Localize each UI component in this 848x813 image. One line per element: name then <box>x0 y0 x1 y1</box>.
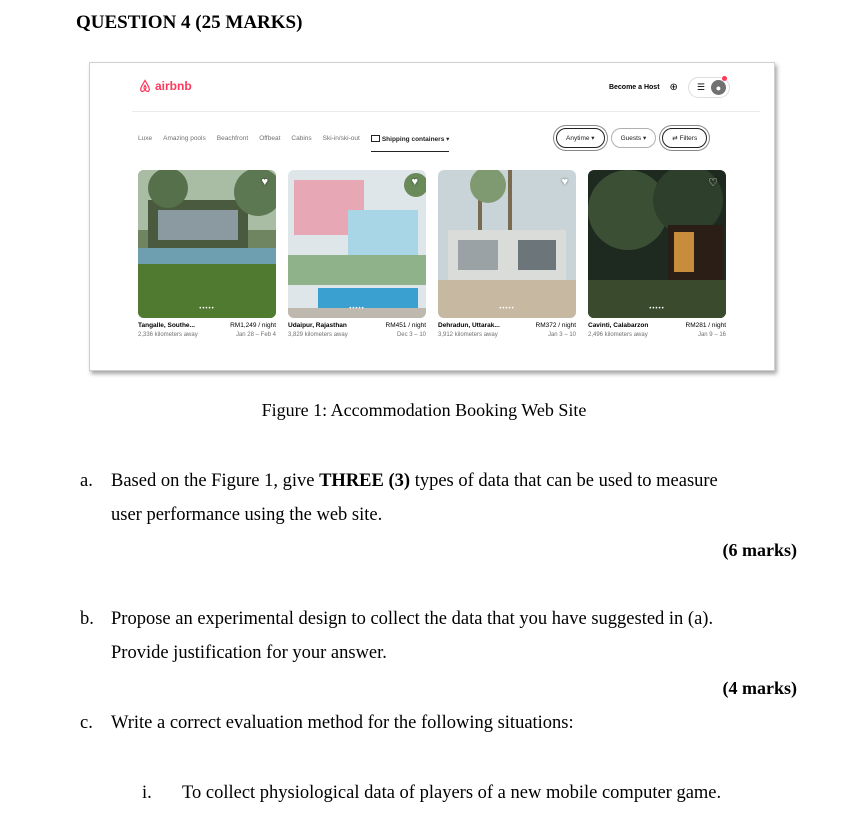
listing-dates: Jan 28 – Feb 4 <box>235 332 276 338</box>
listing-distance: 2,496 kilometers away <box>588 332 648 338</box>
question-c-text: Write a correct evaluation method for the following situations: <box>111 713 574 733</box>
carousel-dots[interactable]: ••••• <box>499 306 515 312</box>
question-c-i-text: To collect physiological data of players of a new mobile computer game. <box>182 783 722 803</box>
listing-location: Dehradun, Uttarak... <box>438 322 500 329</box>
become-host-link[interactable]: Become a Host <box>608 84 660 91</box>
listing-dates: Jan 3 – 10 <box>547 332 576 338</box>
listing-grid <box>138 170 726 338</box>
question-b-line1: Propose an experimental design to collect the data that you have suggested in (a). <box>111 609 714 629</box>
category-bar <box>138 135 449 152</box>
question-b-line2: Provide justification for your answer. <box>111 643 387 663</box>
carousel-dots[interactable]: ••••• <box>649 306 665 312</box>
listing-photo[interactable] <box>138 170 276 318</box>
figure-caption: Figure 1: Accommodation Booking Web Site <box>261 400 587 420</box>
airbnb-logo[interactable] <box>138 79 192 93</box>
listing-card[interactable] <box>588 170 726 338</box>
favorite-heart-icon[interactable]: ♥ <box>561 176 568 188</box>
listing-location: Tangalle, Southe... <box>138 322 195 329</box>
user-menu-button[interactable] <box>688 77 730 98</box>
filters-icon: ⇄ <box>672 135 678 142</box>
logo-text: airbnb <box>155 79 192 93</box>
listing-card[interactable] <box>288 170 426 338</box>
listing-image <box>138 170 276 318</box>
carousel-dots[interactable]: ••••• <box>199 306 215 312</box>
menu-icon: ☰ <box>696 82 705 92</box>
question-a-label: a. <box>80 471 93 491</box>
filters-button[interactable] <box>662 128 707 148</box>
question-a-pre: Based on the Figure 1, give <box>111 471 320 491</box>
listing-price: RM451 / night <box>385 322 426 329</box>
listing-image <box>438 170 576 318</box>
category-cabins[interactable]: Cabins <box>291 135 312 142</box>
listing-price: RM1,249 / night <box>230 322 276 329</box>
question-b-marks: (4 marks) <box>722 678 797 698</box>
listing-dates: Dec 3 – 10 <box>396 332 426 338</box>
header-divider <box>132 111 760 112</box>
listing-photo[interactable] <box>588 170 726 318</box>
question-a-line1 <box>111 464 791 498</box>
globe-icon[interactable]: ⊕ <box>669 82 678 93</box>
user-avatar-icon: ● <box>711 80 726 95</box>
listing-location: Cavinti, Calabarzon <box>588 322 649 329</box>
question-c-i-label: i. <box>142 783 152 803</box>
listing-distance: 2,336 kilometers away <box>138 332 198 338</box>
category-amazing-pools[interactable]: Amazing pools <box>163 135 206 142</box>
listing-dates: Jan 9 – 16 <box>697 332 726 338</box>
listing-photo[interactable] <box>438 170 576 318</box>
listing-card[interactable] <box>138 170 276 338</box>
favorite-heart-icon[interactable]: ♥ <box>411 176 418 188</box>
filters-label: Filters <box>679 135 698 142</box>
guests-label: Guests <box>620 135 642 142</box>
favorite-heart-icon[interactable]: ♥ <box>261 176 268 188</box>
question-a-marks: (6 marks) <box>722 540 797 560</box>
question-a-text <box>111 464 791 532</box>
favorite-heart-icon[interactable]: ♡ <box>708 177 718 189</box>
guests-filter[interactable]: Guests ▾ <box>611 128 657 148</box>
category-shipping-containers-label: Shipping containers <box>381 136 445 143</box>
category-beachfront[interactable]: Beachfront <box>216 135 249 142</box>
question-b-label: b. <box>80 609 94 629</box>
notification-dot <box>722 76 727 81</box>
category-offbeat[interactable]: Offbeat <box>259 135 281 142</box>
listing-location: Udaipur, Rajasthan <box>288 322 347 329</box>
question-a-bold: THREE (3) <box>319 471 411 491</box>
listing-distance: 3,829 kilometers away <box>288 332 348 338</box>
question-heading: QUESTION 4 (25 MARKS) <box>76 12 303 33</box>
carousel-dots[interactable]: ••••• <box>349 306 365 312</box>
listing-distance: 3,912 kilometers away <box>438 332 498 338</box>
listing-photo[interactable] <box>288 170 426 318</box>
container-icon <box>371 135 380 142</box>
listing-image <box>588 170 726 318</box>
category-ski-in-ski-out[interactable]: Ski-in/ski-out <box>322 135 360 142</box>
listing-image <box>288 170 426 318</box>
question-c-label: c. <box>80 713 93 733</box>
airbnb-screenshot <box>89 62 775 371</box>
question-a-post: types of data that can be used to measure <box>410 471 718 491</box>
listing-price: RM372 / night <box>535 322 576 329</box>
question-a-line2: user performance using the web site. <box>111 505 383 525</box>
airbnb-logo-icon <box>138 79 152 93</box>
anytime-label: Anytime <box>566 135 590 142</box>
category-shipping-containers[interactable]: Shipping containers ▾ <box>371 135 450 152</box>
question-b-text <box>111 602 801 670</box>
category-luxe[interactable]: Luxe <box>138 135 153 142</box>
anytime-filter[interactable]: Anytime ▾ <box>556 128 605 148</box>
listing-card[interactable] <box>438 170 576 338</box>
listing-price: RM281 / night <box>685 322 726 329</box>
